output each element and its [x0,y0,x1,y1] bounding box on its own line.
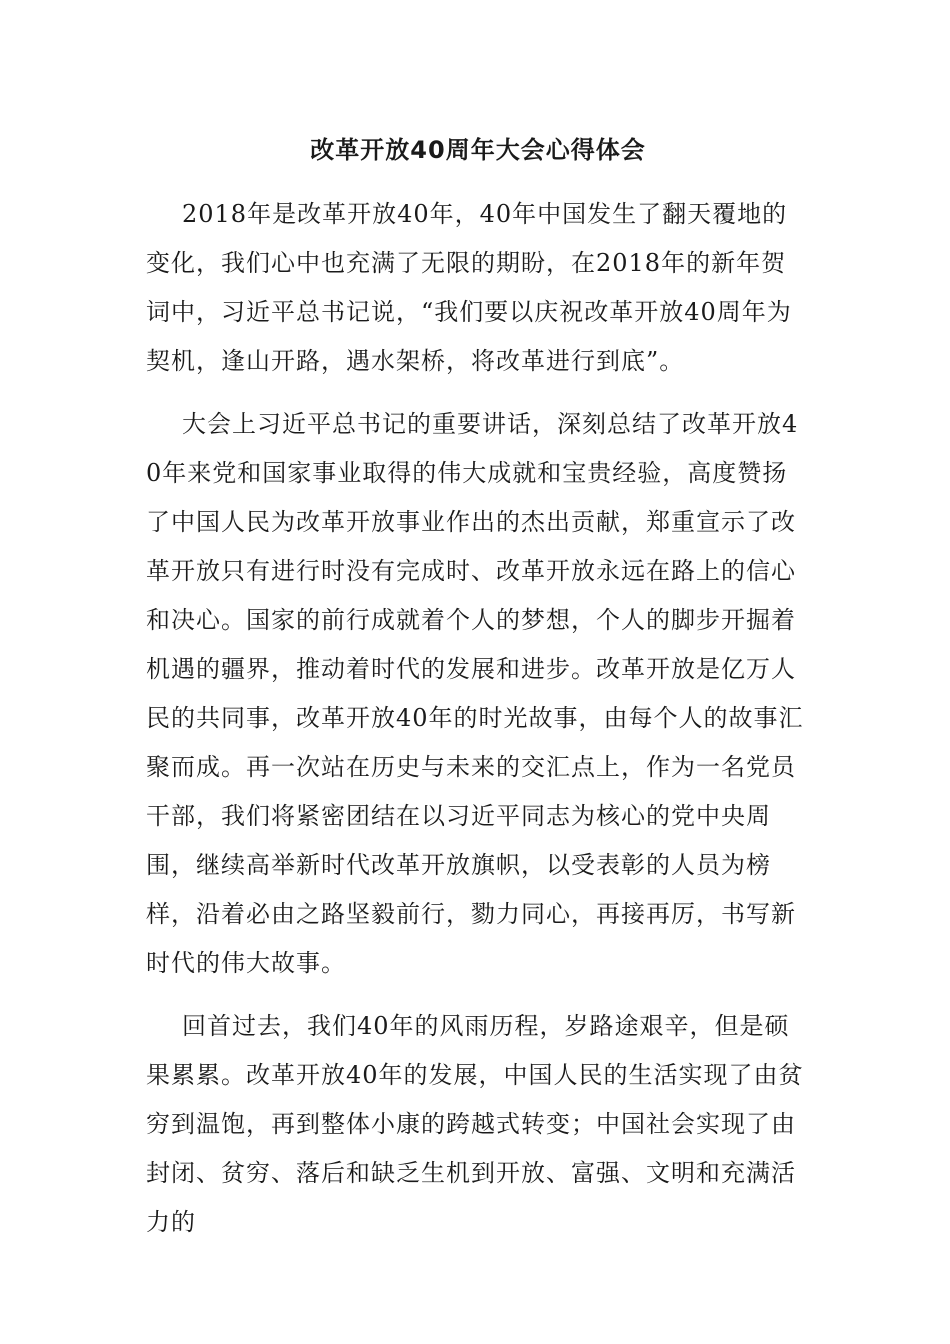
paragraph-3: 回首过去，我们40年的风雨历程，岁路途艰辛，但是硕果累累。改革开放40年的发展，中国人民的生活实现了由贫穷到温饱，再到整体小康的跨越式转变；中国社会实现了由封闭、贫穷、落后和缺乏生机到开放、富强、文明和充满活力的 [146,1012,804,1236]
paragraph-1: 2018年是改革开放40年，40年中国发生了翻天覆地的变化，我们心中也充满了无限的期盼，在2018年的新年贺词中，习近平总书记说，“我们要以庆祝改革开放40周年为契机，逢山开路，遇水架桥，将改革进行到底”。 [146,200,792,375]
paragraph-2: 大会上习近平总书记的重要讲话，深刻总结了改革开放40年来党和国家事业取得的伟大成就和宝贵经验，高度赞扬了中国人民为改革开放事业作出的杰出贡献，郑重宣示了改革开放只有进行时没有完成时、改革开放永远在路上的信心和决心。国家的前行成就着个人的梦想，个人的脚步开掘着机遇的疆界，推动着时代的发展和进步。改革开放是亿万人民的共同事，改革开放40年的时光故事，由每个人的故事汇聚而成。再一次站在历史与未来的交汇点上，作为一名党员干部，我们将紧密团结在以习近平同志为核心的党中央周围，继续高举新时代改革开放旗帜，以受表彰的人员为榜样，沿着必由之路坚毅前行，勠力同心，再接再厉，书写新时代的伟大故事。 [146,410,804,977]
document-title: 改革开放40周年大会心得体会 [310,136,646,164]
